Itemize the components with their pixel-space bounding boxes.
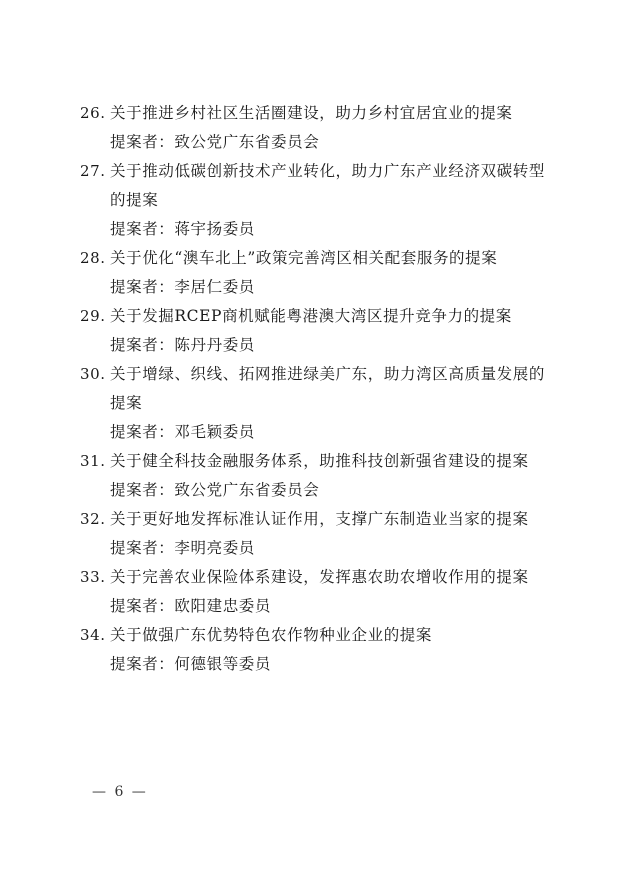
proposal-number: 26. [80,104,106,122]
proposal-item [80,99,545,157]
proposal-item [80,244,545,302]
proposal-title: 关于发掘RCEP商机赋能粤港澳大湾区提升竞争力的提案 [110,307,512,325]
proposal-number: 32. [80,510,106,528]
proposer-name: 欧阳建忠委员 [174,597,272,615]
proposer-line [80,476,545,505]
proposer-line [80,534,545,563]
proposal-number: 30. [80,365,106,383]
proposal-item [80,563,545,621]
page-number: — 6 — [92,784,148,800]
proposer-label: 提案者： [110,655,175,673]
proposer-label: 提案者： [110,220,175,238]
proposal-item [80,505,545,563]
proposal-title-line [80,505,545,534]
proposal-item [80,621,545,679]
proposer-name: 何德银等委员 [174,655,272,673]
proposer-label: 提案者： [110,539,175,557]
proposer-label: 提案者： [110,133,175,151]
proposer-line [80,331,545,360]
proposal-item [80,447,545,505]
proposal-title: 关于完善农业保险体系建设，发挥惠农助农增收作用的提案 [110,568,529,586]
proposal-title: 关于健全科技金融服务体系，助推科技创新强省建设的提案 [110,452,529,470]
proposer-line [80,273,545,302]
proposal-title-line [80,447,545,476]
proposer-label: 提案者： [110,336,175,354]
proposal-title-line [80,302,545,331]
proposal-list [80,99,545,679]
proposer-line [80,592,545,621]
proposer-label: 提案者： [110,481,175,499]
proposer-line [80,418,545,447]
proposal-title-line [80,157,545,215]
proposer-name: 致公党广东省委员会 [174,481,320,499]
proposal-item [80,157,545,244]
proposal-title-line [80,563,545,592]
proposal-number: 31. [80,452,106,470]
proposal-title-line [80,360,545,418]
proposer-name: 李明亮委员 [174,539,255,557]
proposal-title-line [80,621,545,650]
proposal-title: 关于优化“澳车北上”政策完善湾区相关配套服务的提案 [110,249,498,267]
proposal-number: 27. [80,162,106,180]
proposer-line [80,215,545,244]
proposer-name: 李居仁委员 [174,278,255,296]
proposal-title-line [80,99,545,128]
proposal-title-line [80,244,545,273]
proposal-number: 29. [80,307,106,325]
proposal-title: 关于推动低碳创新技术产业转化，助力广东产业经济双碳转型的提案 [110,162,545,209]
proposer-line [80,650,545,679]
proposer-line [80,128,545,157]
proposal-item [80,360,545,447]
proposal-number: 34. [80,626,106,644]
proposal-title: 关于更好地发挥标准认证作用，支撑广东制造业当家的提案 [110,510,529,528]
proposer-label: 提案者： [110,597,175,615]
proposer-name: 陈丹丹委员 [174,336,255,354]
proposer-label: 提案者： [110,423,175,441]
proposal-title: 关于推进乡村社区生活圈建设，助力乡村宜居宜业的提案 [110,104,513,122]
proposal-title: 关于增绿、织线、拓网推进绿美广东，助力湾区高质量发展的提案 [110,365,545,412]
proposer-name: 致公党广东省委员会 [174,133,320,151]
proposer-name: 邓毛颖委员 [174,423,255,441]
proposer-label: 提案者： [110,278,175,296]
proposal-title: 关于做强广东优势特色农作物种业企业的提案 [110,626,433,644]
proposal-item [80,302,545,360]
proposer-name: 蒋宇扬委员 [174,220,255,238]
proposal-number: 28. [80,249,106,267]
proposal-number: 33. [80,568,106,586]
